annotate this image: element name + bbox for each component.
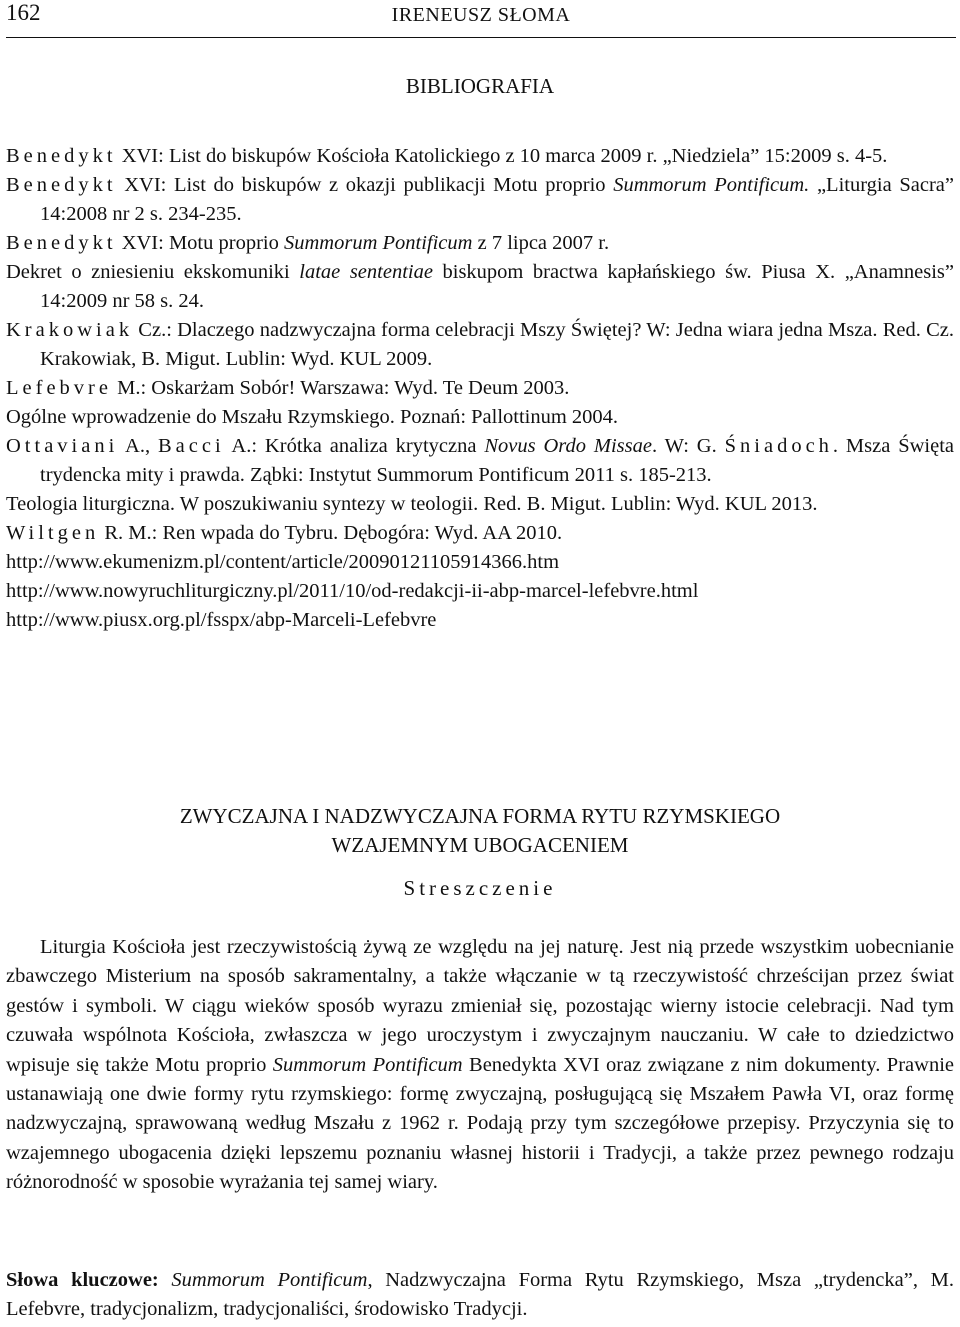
bib-entry: Teologia liturgiczna. W poszukiwaniu syntezy w teologii. Red. B. Migut. Lublin: Wyd. KUL 2013. bbox=[6, 493, 818, 515]
bib-entry: Lefebvre M.: Oskarżam Sobór! Warszawa: Wyd. Te Deum 2003. bbox=[6, 377, 570, 399]
summary-section bbox=[6, 802, 954, 1198]
summary-subtitle: Streszczenie bbox=[403, 876, 557, 900]
bib-entry: Dekret o zniesieniu ekskomuniki latae sententiae biskupom bractwa kapłańskiego św. Piusa X. „Anamnesis” 14:2009 nr 58 s. 24. bbox=[6, 261, 954, 312]
bib-url: http://www.piusx.org.pl/fsspx/abp-Marceli-Lefebvre bbox=[6, 609, 437, 631]
bibliography-list bbox=[6, 142, 954, 635]
bib-url: http://www.ekumenizm.pl/content/article/20090121105914366.htm bbox=[6, 551, 560, 573]
bib-entry: Ogólne wprowadzenie do Mszału Rzymskiego. Poznań: Pallottinum 2004. bbox=[6, 406, 619, 428]
page-header bbox=[6, 0, 956, 30]
running-head: IRENEUSZ SŁOMA bbox=[391, 4, 571, 26]
bib-entry: Krakowiak Cz.: Dlaczego nadzwyczajna forma celebracji Mszy Świętej? W: Jedna wiara jedna Msza. Red. Cz. Krakowiak, B. Migut. Lublin: Wyd. KUL 2009. bbox=[6, 319, 954, 370]
bib-entry: Wiltgen R. M.: Ren wpada do Tybru. Dębogóra: Wyd. AA 2010. bbox=[6, 522, 563, 544]
header-rule bbox=[6, 37, 956, 38]
bib-entry: Benedykt XVI: List do biskupów z okazji publikacji Motu proprio Summorum Pontificum. „Liturgia Sacra” 14:2008 nr 2 s. 234-235. bbox=[6, 174, 954, 225]
bib-entry: Benedykt XVI: List do biskupów Kościoła Katolickiego z 10 marca 2009 r. „Niedziela” 15:2009 s. 4-5. bbox=[6, 145, 888, 167]
bib-entry: Benedykt XVI: Motu proprio Summorum Pontificum z 7 lipca 2007 r. bbox=[6, 232, 610, 254]
page-number: 162 bbox=[6, 0, 41, 25]
bibliography-heading: BIBLIOGRAFIA bbox=[405, 74, 555, 98]
bib-url: http://www.nowyruchliturgiczny.pl/2011/10/od-redakcji-ii-abp-marcel-lefebvre.html bbox=[6, 580, 699, 602]
keywords: Słowa kluczowe: Summorum Pontificum, Nadzwyczajna Forma Rytu Rzymskiego, Msza „trydencka”, M. Lefebvre, tradycjonalizm, tradycjonaliści, środowisko Tradycji. bbox=[6, 1269, 955, 1320]
bib-entry: Ottaviani A., Bacci A.: Krótka analiza krytyczna Novus Ordo Missae. W: G. Śniadoch. Msza Święta trydencka mity i prawda. Ząbki: Instytut Summorum Pontificum 2011 s. 185-213. bbox=[6, 435, 955, 486]
keywords-label: Słowa kluczowe: bbox=[6, 1269, 159, 1291]
summary-title: ZWYCZAJNA I NADZWYCZAJNA FORMA RYTU RZYMSKIEGO WZAJEMNYM UBOGACENIEM bbox=[179, 804, 781, 857]
summary-body: Liturgia Kościoła jest rzeczywistością żywą ze względu na jej naturę. Jest nią przede wszystkim uobecnianie zbawczego Misterium na sposób sakramentalny, a także włączanie w tą rzeczywistość chrześcijan przez świat gestów i symboli. W ciągu wieków sposób wyrazu zmieniał się, pozostając wierny istocie celebracji. Nad tym czuwała wspólnota Kościoła, zwłaszcza w jego uroczystym i zwyczajnym nauczaniu. W całe to dziedzictwo wpisuje się także Motu proprio Summorum Pontificum Benedykta XVI oraz związane z nim dokumenty. Prawnie ustanawiają one dwie formy rytu rzymskiego: formę zwyczajną, posługującą się Mszałem Pawła VI, oraz formę nadzwyczajną, sprawowaną według Mszału z 1962 r. Podają przy tym szczegółowe przepisy. Przyczynia się to wzajemnego ubogacenia dzięki lepszemu poznaniu własnej historii i Tradycji, a także przez pewnego rodzaju różnorodność w sposobie wyrażania tej samej wiary. bbox=[6, 936, 954, 1194]
